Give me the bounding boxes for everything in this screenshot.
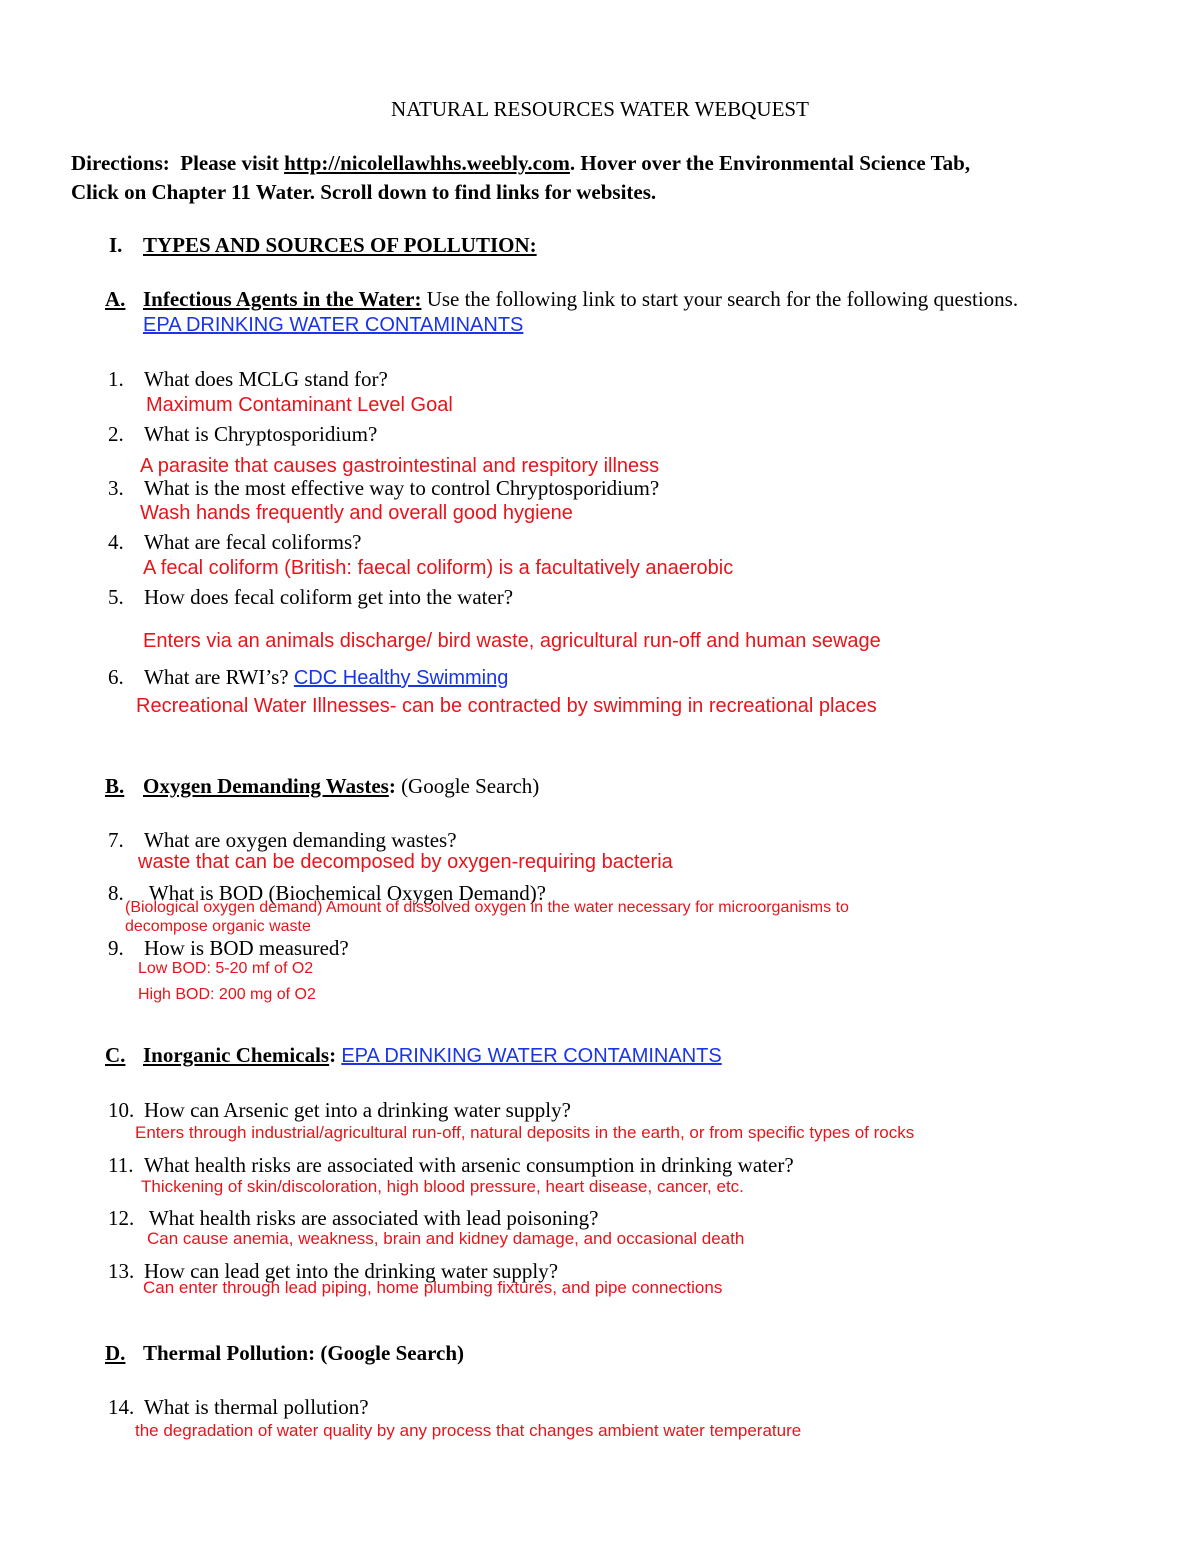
question-text: What are fecal coliforms? (144, 530, 362, 554)
section-a-text: Use the following link to start your search for the following questions. (421, 287, 1019, 311)
section-b-text: (Google Search) (395, 774, 540, 798)
question-5 (108, 585, 513, 610)
directions-line-2: Click on Chapter 11 Water. Scroll down to find links for websites. (71, 180, 657, 204)
question-text: What health risks are associated with arsenic consumption in drinking water? (144, 1153, 794, 1177)
cdc-healthy-swimming-link[interactable]: CDC Healthy Swimming (293, 667, 509, 689)
question-number: 12. (108, 1206, 135, 1230)
answer-1: Maximum Contaminant Level Goal (146, 394, 453, 416)
section-heading: TYPES AND SOURCES OF POLLUTION: (143, 233, 537, 257)
question-number: 3. (108, 476, 124, 500)
question-9 (108, 936, 349, 961)
question-text: How can lead get into the drinking water supply? (144, 1259, 559, 1283)
directions-label: Directions: (71, 151, 170, 175)
question-number: 9. (108, 936, 124, 960)
section-d-heading: Thermal Pollution: (Google Search) (143, 1341, 464, 1365)
section-b-colon: : (388, 774, 396, 798)
answer-13: Can enter through lead piping, home plumbing fixtures, and pipe connections (143, 1278, 723, 1297)
question-number: 13. (108, 1259, 135, 1283)
section-c-heading: Inorganic Chemicals (143, 1043, 330, 1067)
answer-8-line-2: decompose organic waste (125, 918, 311, 935)
answer-9-line-2: High BOD: 200 mg of O2 (138, 986, 316, 1003)
epa-contaminants-link[interactable]: EPA DRINKING WATER CONTAMINANTS (143, 314, 524, 336)
question-text: What are oxygen demanding wastes? (144, 828, 457, 852)
question-text: How does fecal coliform get into the water? (144, 585, 514, 609)
answer-6: Recreational Water Illnesses- can be contracted by swimming in recreational places (136, 695, 877, 717)
answer-4: A fecal coliform (British: faecal coliform) is a facultatively anaerobic (143, 557, 734, 579)
question-number: 2. (108, 422, 124, 446)
question-7 (108, 828, 457, 853)
question-number: 10. (108, 1098, 135, 1122)
directions-text: Please visit (180, 151, 279, 175)
section-b-heading: Oxygen Demanding Wastes (143, 774, 389, 798)
question-number: 8. (108, 881, 124, 905)
website-link[interactable]: http://nicolellawhhs.weebly.com (284, 151, 570, 175)
question-text: What does MCLG stand for? (144, 367, 388, 391)
answer-11: Thickening of skin/discoloration, high blood pressure, heart disease, cancer, etc. (141, 1177, 744, 1196)
section-c-line (143, 1043, 722, 1068)
question-10 (108, 1098, 571, 1123)
question-text: What is Chryptosporidium? (144, 422, 378, 446)
question-text: How is BOD measured? (144, 936, 349, 960)
question-number: 11. (108, 1153, 134, 1177)
question-text: What is the most effective way to control Chryptosporidium? (144, 476, 660, 500)
answer-12: Can cause anemia, weakness, brain and kidney damage, and occasional death (147, 1229, 745, 1248)
question-number: 6. (108, 665, 124, 689)
question-text: What is BOD (Biochemical Oxygen Demand)? (144, 881, 547, 905)
answer-2: A parasite that causes gastrointestinal and respitory illness (140, 455, 660, 477)
answer-14: the degradation of water quality by any process that changes ambient water temperature (135, 1421, 802, 1440)
question-number: 5. (108, 585, 124, 609)
section-a-line (143, 287, 1018, 312)
question-number: 4. (108, 530, 124, 554)
answer-3: Wash hands frequently and overall good hygiene (140, 502, 573, 524)
answer-5: Enters via an animals discharge/ bird waste, agricultural run-off and human sewage (143, 630, 881, 652)
question-number: 14. (108, 1395, 135, 1419)
section-c-colon: : (329, 1043, 342, 1067)
section-b-letter: B. (105, 774, 125, 798)
question-14 (108, 1395, 369, 1420)
question-4 (108, 530, 361, 555)
answer-8-line-1: (Biological oxygen demand) Amount of dissolved oxygen in the water necessary for microorganisms to (125, 899, 849, 916)
question-number: 1. (108, 367, 124, 391)
section-c-letter: C. (105, 1043, 126, 1067)
question-1 (108, 367, 388, 392)
question-11 (108, 1153, 794, 1178)
question-6 (108, 665, 508, 690)
question-2 (108, 422, 377, 447)
section-b-line (143, 774, 539, 799)
directions-text-2: . Hover over the Environmental Science Tab, (569, 151, 971, 175)
answer-10: Enters through industrial/agricultural run-off, natural deposits in the earth, or from specific types of rocks (135, 1123, 915, 1142)
directions-line-1 (71, 151, 970, 176)
question-text: What health risks are associated with lead poisoning? (144, 1206, 599, 1230)
question-12 (108, 1206, 598, 1231)
question-3 (108, 476, 659, 501)
answer-9-line-1: Low BOD: 5-20 mf of O2 (138, 960, 314, 977)
section-a-letter: A. (105, 287, 126, 311)
epa-contaminants-link-2[interactable]: EPA DRINKING WATER CONTAMINANTS (341, 1045, 722, 1067)
question-number: 7. (108, 828, 124, 852)
answer-7: waste that can be decomposed by oxygen-requiring bacteria (138, 851, 673, 873)
question-text: What is thermal pollution? (144, 1395, 369, 1419)
page-title: NATURAL RESOURCES WATER WEBQUEST (391, 97, 809, 121)
section-d-letter: D. (105, 1341, 126, 1365)
section-numeral: I. (109, 233, 123, 257)
question-text: What are RWI’s? (144, 665, 294, 689)
question-text: How can Arsenic get into a drinking water supply? (144, 1098, 571, 1122)
section-a-heading: Infectious Agents in the Water: (143, 287, 422, 311)
